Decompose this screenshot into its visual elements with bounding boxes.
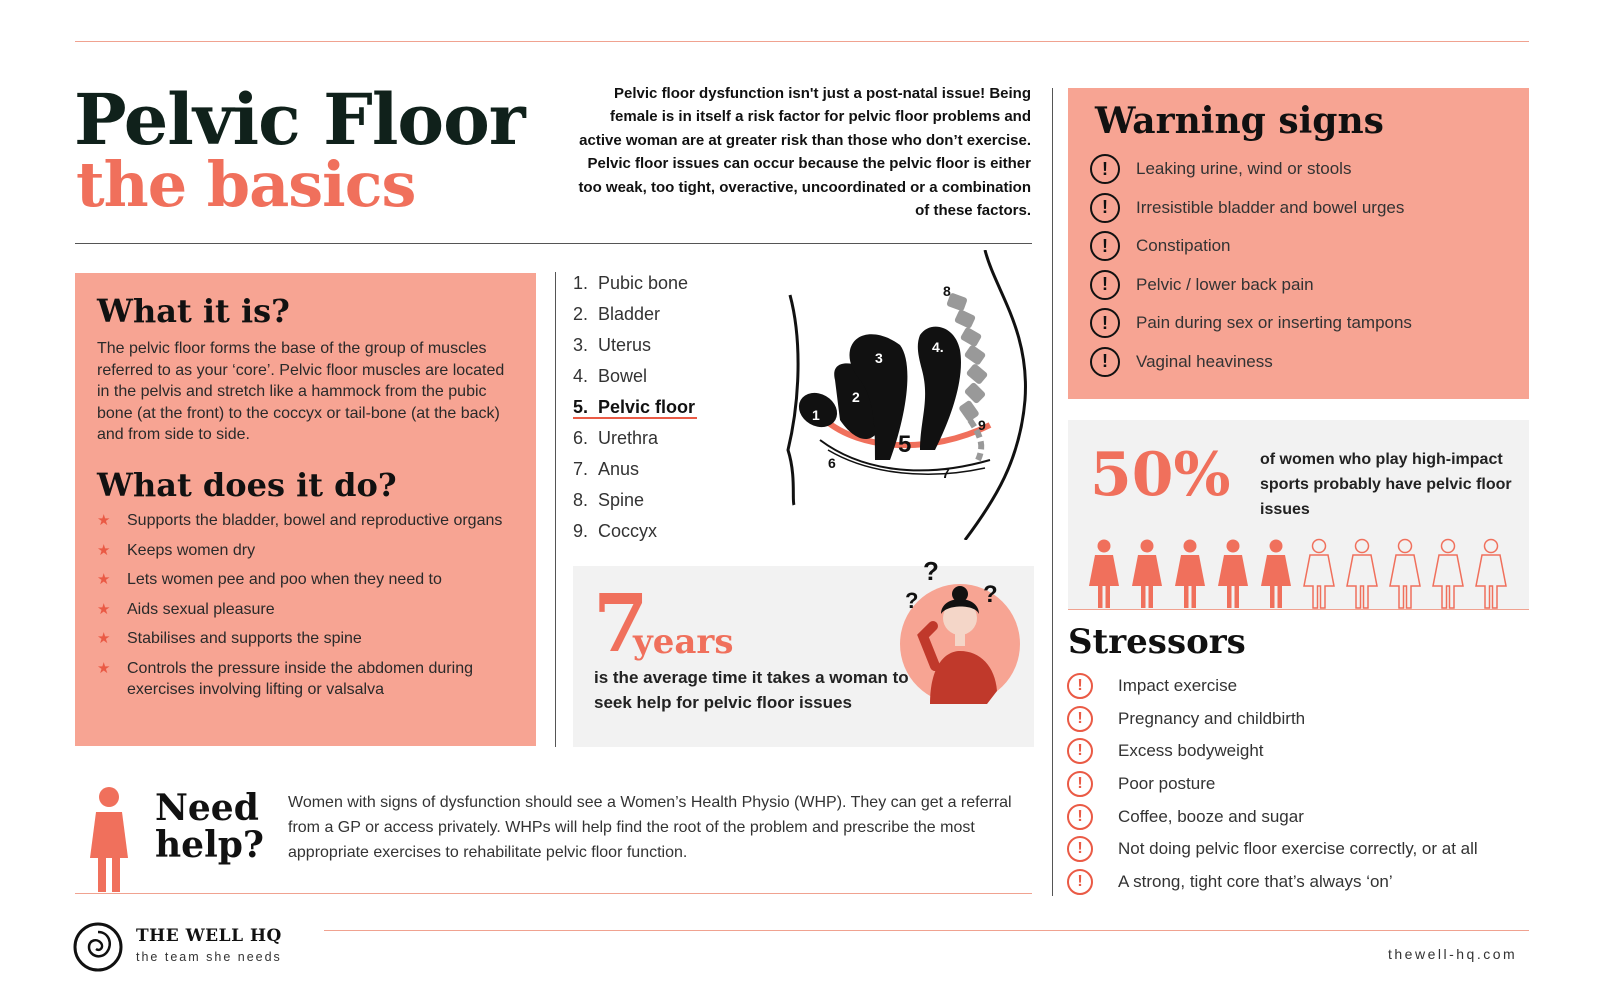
star-icon: ★ (97, 630, 111, 647)
woman-icon-outline (1301, 538, 1337, 610)
stat-value: 50% (1090, 440, 1231, 510)
list-item: ★ Stabilises and supports the spine (97, 628, 522, 650)
legend-item-highlighted: 5. Pelvic floor (573, 397, 696, 417)
well-hq-logo-icon (73, 922, 123, 972)
what-it-is-heading: What it is? (97, 292, 290, 330)
svg-text:?: ? (983, 581, 998, 608)
exclamation-icon: ! (1067, 836, 1093, 862)
legend-item: 6. Urethra (573, 428, 659, 448)
list-item: ★ Aids sexual pleasure (97, 599, 522, 621)
need-help-text: Women with signs of dysfunction should see a Women’s Health Physio (WHP). They can get a referral from a GP or access privately. WHPs will help find the root of the problem and prescribe the most appropriate exercises to rehabilitate pelvic floor function. (288, 794, 1012, 861)
list-item: ! Coffee, booze and sugar (1067, 800, 1478, 833)
anatomy-legend (573, 270, 695, 549)
list-item: ★ Lets women pee and poo when they need to (97, 569, 522, 591)
diagram-label-6: 6 (828, 455, 836, 471)
diagram-label-3: 3 (875, 350, 883, 366)
woman-icon-outline (1473, 538, 1509, 610)
exclamation-icon: ! (1067, 673, 1093, 699)
list-item: ★ Keeps women dry (97, 540, 522, 562)
diagram-label-8: 8 (943, 283, 951, 299)
legend-item: 1. Pubic bone (573, 273, 689, 293)
list-item: ! Leaking urine, wind or stools (1090, 150, 1412, 189)
stressors-list (1067, 670, 1478, 898)
woman-figure-icon (88, 786, 130, 894)
star-icon: ★ (97, 571, 111, 588)
list-item: ★ Controls the pressure inside the abdomen during exercises involving lifting or valsalva (97, 659, 473, 698)
svg-text:?: ? (923, 556, 939, 586)
exclamation-icon: ! (1067, 771, 1093, 797)
pelvis-diagram (780, 250, 1040, 540)
list-item: ! Pain during sex or inserting tampons (1090, 304, 1412, 343)
stat-divider (1068, 609, 1529, 610)
list-item: ! Vaginal heaviness (1090, 343, 1412, 382)
star-icon: ★ (97, 600, 111, 618)
woman-icon-filled (1172, 538, 1208, 610)
exclamation-icon: ! (1090, 308, 1120, 338)
list-item: ! A strong, tight core that’s always ‘on’ (1067, 866, 1478, 899)
exclamation-icon: ! (1090, 270, 1120, 300)
title-divider (75, 243, 1032, 244)
confused-woman-illustration (895, 556, 1025, 711)
stressors-heading: Stressors (1068, 622, 1246, 662)
exclamation-icon: ! (1067, 738, 1093, 764)
exclamation-icon: ! (1090, 154, 1120, 184)
stat-text: of women who play high-impact sports probably have pelvic floor issues (1260, 451, 1512, 518)
woman-icon-outline (1430, 538, 1466, 610)
legend-item: 4. Bowel (573, 366, 648, 386)
woman-icon-filled (1258, 538, 1294, 610)
highlight-underline (573, 417, 697, 419)
exclamation-icon: ! (1067, 869, 1093, 895)
years-unit: years (633, 622, 734, 662)
intro-paragraph: Pelvic floor dysfunction isn't just a post-natal issue! Being female is in itself a risk factor for pelvic floor problems and active woman are at greater risk than those who don’t exercise. Pelvic floor issues can occur because the pelvic floor is either too weak, too tight, overactive, uncoordinated or a combination of these factors. (578, 85, 1031, 220)
page-title: Pelvic Floor (74, 78, 525, 161)
list-item: ! Pregnancy and childbirth (1067, 703, 1478, 736)
website-link[interactable]: thewell-hq.com (1388, 946, 1518, 962)
diagram-label-1: 1 (812, 407, 820, 423)
need-help-heading: Need help? (155, 787, 265, 866)
list-item: ! Pelvic / lower back pain (1090, 266, 1412, 305)
woman-icon-filled (1215, 538, 1251, 610)
legend-item: 9. Coccyx (573, 521, 658, 541)
exclamation-icon: ! (1067, 706, 1093, 732)
diagram-label-2: 2 (852, 389, 860, 405)
brand-name: THE WELL HQ (136, 926, 282, 946)
legend-item: 2. Bladder (573, 304, 661, 324)
exclamation-icon: ! (1090, 347, 1120, 377)
star-icon: ★ (97, 541, 111, 559)
woman-icon-filled (1086, 538, 1122, 610)
warning-signs-list (1090, 150, 1412, 381)
list-item: ! Impact exercise (1067, 670, 1478, 703)
legend-item: 7. Anus (573, 459, 640, 479)
footer-rule (324, 930, 1529, 931)
top-rule (75, 41, 1529, 42)
years-number: 7 (593, 576, 649, 670)
diagram-label-9: 9 (978, 417, 986, 433)
legend-item: 8. Spine (573, 490, 645, 510)
what-it-is-text: The pelvic floor forms the base of the group of muscles referred to as your ‘core’. Pelvic floor muscles are located in the pelvis and stretch like a hammock from the pubic bone (at the front) to the coccyx or tail-bone (at the back) and from side to side. (97, 340, 505, 443)
what-does-it-do-heading: What does it do? (97, 466, 397, 504)
list-item: ! Not doing pelvic floor exercise correctly, or at all (1067, 833, 1478, 866)
list-item: ! Poor posture (1067, 768, 1478, 801)
list-item: ! Constipation (1090, 227, 1412, 266)
woman-icon-filled (1129, 538, 1165, 610)
star-icon: ★ (97, 659, 111, 677)
years-text: is the average time it takes a woman to seek help for pelvic floor issues (594, 668, 909, 712)
brand-tagline: the team she needs (136, 950, 282, 964)
need-help-divider (75, 893, 1032, 894)
warning-signs-heading: Warning signs (1095, 100, 1384, 142)
diagram-label-7: 7 (942, 465, 950, 481)
exclamation-icon: ! (1090, 193, 1120, 223)
woman-icon-outline (1387, 538, 1423, 610)
exclamation-icon: ! (1067, 804, 1093, 830)
diagram-label-5: 5 (898, 431, 912, 458)
legend-item: 3. Uterus (573, 335, 652, 355)
exclamation-icon: ! (1090, 231, 1120, 261)
diagram-label-4: 4. (932, 339, 944, 355)
list-item: ! Irresistible bladder and bowel urges (1090, 189, 1412, 228)
what-does-it-do-list (97, 510, 522, 709)
body-outline (788, 295, 798, 505)
star-icon: ★ (97, 512, 111, 529)
list-item: ! Excess bodyweight (1067, 735, 1478, 768)
woman-icon-outline (1344, 538, 1380, 610)
column-divider (555, 272, 556, 747)
right-column-divider (1052, 88, 1053, 896)
women-pictogram-row (1086, 538, 1509, 615)
page-subtitle: the basics (76, 148, 416, 221)
svg-text:?: ? (905, 588, 919, 613)
list-item: ★ Supports the bladder, bowel and reproductive organs (97, 510, 522, 532)
